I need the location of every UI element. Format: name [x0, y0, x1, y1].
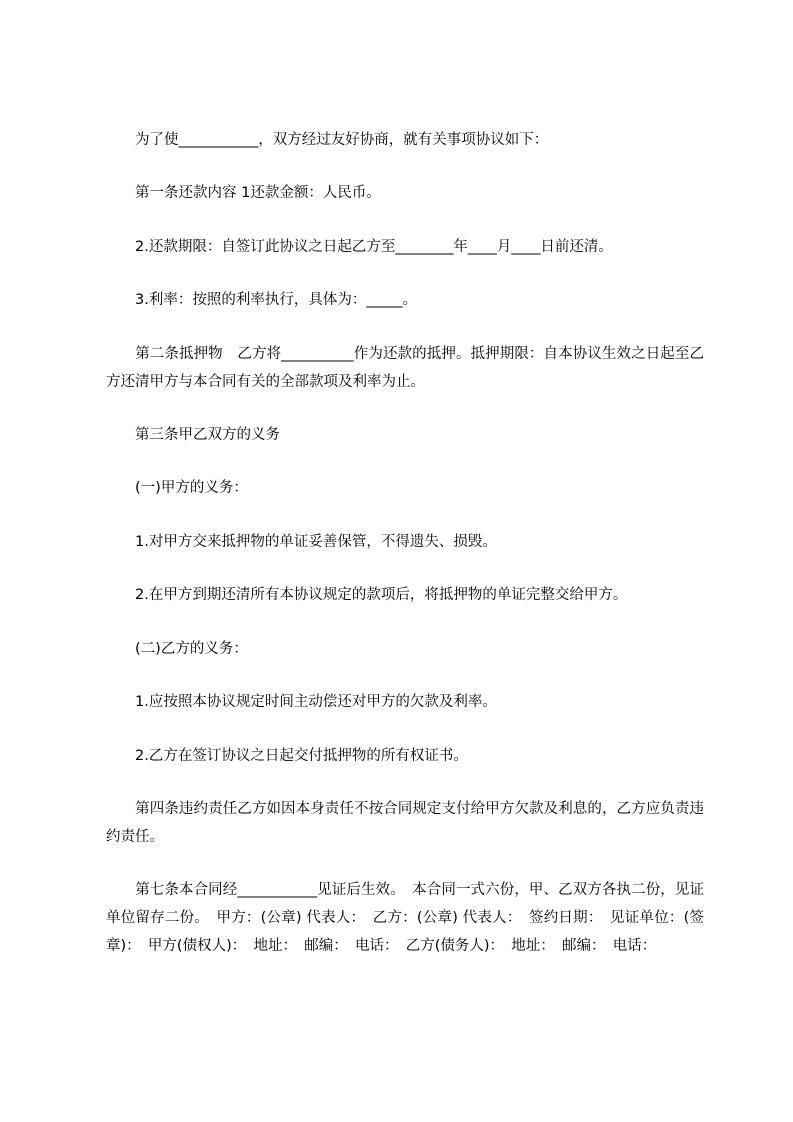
paragraph-party-a-obligation-2: 2.在甲方到期还清所有本协议规定的款项后，将抵押物的单证完整交给甲方。: [106, 587, 628, 603]
paragraph-article-2: 第二条抵押物 乙方将__________作为还款的抵押。抵押期限：自本协议生效之日起至乙方还清甲方与本合同有关的全部款项及利率为止。: [106, 346, 704, 390]
paragraph-interest-rate: 3.利率：按照的利率执行，具体为：_____。: [106, 292, 418, 308]
paragraph-party-b-obligations-heading: (二)乙方的义务：: [106, 641, 248, 657]
paragraph-article-7-signatures: 第七条本合同经___________见证后生效。 本合同一式六份，甲、乙双方各执二份，见证单位留存二份。 甲方：(公章) 代表人： 乙方：(公章) 代表人： 签约日期： 见证单位：(签章)： 甲方(债权人)： 地址： 邮编： 电话： 乙方(债务人)： 地址： 邮编： 电话：: [106, 882, 704, 954]
paragraph-party-a-obligation-1: 1.对甲方交来抵押物的单证妥善保管，不得遗失、损毁。: [106, 534, 497, 550]
paragraph-article-1: 第一条还款内容 1还款金额：人民币。: [106, 185, 381, 201]
paragraph-party-b-obligation-1: 1.应按照本协议规定时间主动偿还对甲方的欠款及利率。: [106, 694, 497, 710]
paragraph-repayment-term: 2.还款期限：自签订此协议之日起乙方至________年____月____日前还清。: [106, 239, 613, 255]
paragraph-party-b-obligation-2: 2.乙方在签订协议之日起交付抵押物的所有权证书。: [106, 748, 468, 764]
paragraph-article-4: 第四条违约责任乙方如因本身责任不按合同规定支付给甲方欠款及利息的，乙方应负责违约责任。: [106, 801, 704, 845]
paragraph-article-3-heading: 第三条甲乙双方的义务: [106, 427, 280, 443]
paragraph-intro: 为了使___________，双方经过友好协商，就有关事项协议如下：: [106, 132, 549, 148]
paragraph-party-a-obligations-heading: (一)甲方的义务：: [106, 480, 248, 496]
